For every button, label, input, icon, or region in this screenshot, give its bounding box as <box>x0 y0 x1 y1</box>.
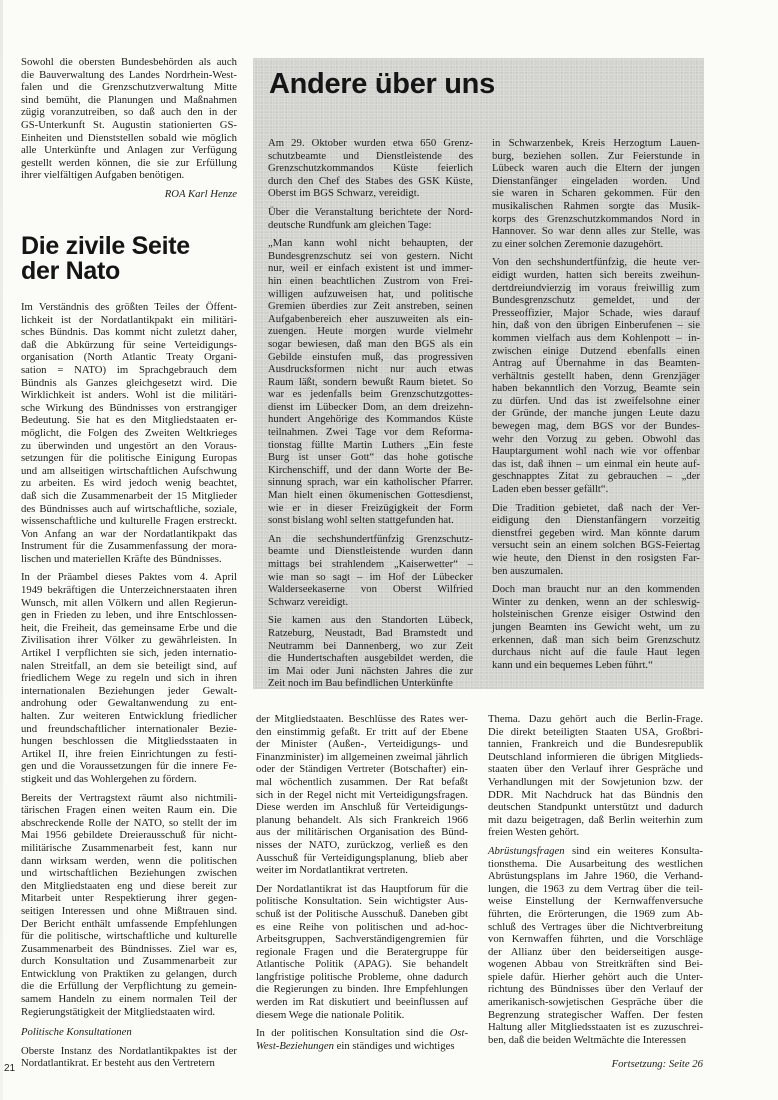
text-segment: In der politischen Konsultation sind die <box>256 1027 450 1040</box>
text-line: richtung des Bündnisses über den Verlauf der <box>488 983 703 996</box>
text-line: politische Konsultation. Sein wichtigster Aus- <box>256 895 468 908</box>
text-line: von Kernwaffen führten, und die Vorschläge <box>488 933 703 946</box>
emphasis-text: Ost- <box>449 1027 468 1040</box>
text-line: Diese werden im Anschluß für Verteidigungs- <box>256 801 468 814</box>
text-line: langfristige politische Probleme, ohne dadurch <box>256 970 468 983</box>
text-line: der Mitgliedstaaten. Beschlüsse des Rates wer- <box>256 713 468 725</box>
text-line: dann wirksam werden, wenn die politischen <box>21 854 237 867</box>
text-line: sche Wirkung des Bündnisses von erstrangiger <box>21 401 237 414</box>
section-subheading: Politische Konsultationen <box>21 1026 132 1039</box>
text-line: bewegen mag, dem BGS vor der Bundes- <box>492 420 700 433</box>
text-line: Bundesgrenzschutz gemeldet, und der <box>492 294 700 307</box>
text-line: zügig voranzutreiben, so daß auch den in der <box>21 106 237 119</box>
text-line: deutsche Rundfunk am gleichen Tage: <box>268 218 432 231</box>
text-line: mit dazu beigetragen, daß Berlin weiterhin zum <box>488 813 703 826</box>
text-line: Presseoffizier, Major Schade, wies darauf <box>492 306 700 319</box>
text-line: sinnung sprach, war ein katholischer Pfarrer. <box>268 476 473 489</box>
paragraph <box>492 583 700 671</box>
text-line: alle Unterkünfte und Anlagen zur Verfügung <box>21 144 237 157</box>
paragraph <box>21 1045 237 1070</box>
text-line: Thema. Dazu gehört auch die Berlin-Frage. <box>488 713 703 725</box>
left-column-intro <box>21 56 237 201</box>
paragraph <box>492 502 700 578</box>
paragraph <box>268 137 473 200</box>
text-line: haben bekanntlich den Vorzug, Beamte sein <box>492 382 700 395</box>
text-line: im Mai oder Juni nächsten Jahres die zur <box>268 664 473 677</box>
text-line: Über die Veranstaltung berichtete der Nord- <box>268 205 473 218</box>
text-line: spiele dafür. Hierher gehört auch die Unter- <box>488 970 703 983</box>
text-line: Burg ist unser Gott“ das hohe gotische <box>268 451 473 464</box>
text-line: Wirklichkeit ist anders. Wohl ist die militäri- <box>21 389 237 402</box>
page-number: 21 <box>4 1063 16 1074</box>
text-line: erkennen, daß man sich beim Grenzschutz <box>492 633 700 646</box>
text-line: kann und ein bequemes Leben führt.“ <box>492 658 653 671</box>
text-line: Deutschland informieren die übrigen Mitglieds- <box>488 750 703 763</box>
right-column-lower <box>488 713 703 1071</box>
text-line: Doch man braucht nur an den kommenden <box>492 583 700 596</box>
text-line: Bereits der Vertragstext räumt also nichtmili- <box>21 791 237 804</box>
text-line: des Bündnisses auch auf wirtschaftliche, soziale, <box>21 502 237 515</box>
text-line: geschnapptes Zitat zu gebrauchen – „der <box>492 470 700 483</box>
text-line: oder der Ständigen Vertreter (Botschafter) ein- <box>256 763 468 776</box>
text-line: nur, weil er einfach existent ist und immer- <box>268 262 473 275</box>
text-line: tionstag füllte Martin Luthers „Ein feste <box>268 438 473 451</box>
text-line: die Bauverwaltung des Landes Nordrhein-West- <box>21 68 237 81</box>
text-line: tärischen Fragen einen weiten Raum ein. Die <box>21 804 237 817</box>
text-line: der Minister (Außen-, Verteidigungs- und <box>256 738 468 751</box>
text-line: ben auszumalen. <box>492 564 564 577</box>
text-line: Dienstanfänger eingeladen worden. Und <box>492 174 700 187</box>
text-line: Neutramm bei Dannenberg, wo zur Zeit <box>268 639 473 652</box>
paragraph <box>21 571 237 785</box>
text-line: DDR. Mit Nachdruck hat das Bündnis den <box>488 788 703 801</box>
box-column-2 <box>492 137 700 677</box>
text-line: mal wöchentlich zusammen. Der Rat befaßt <box>256 775 468 788</box>
paragraph <box>21 56 237 182</box>
text-line: sie waren in Scharen gekommen. Für den <box>492 187 700 200</box>
text-line: wie er in dieser Freizügigkeit der Form <box>268 501 473 514</box>
text-line: wie man so sagt – im Hof der Lübecker <box>268 570 473 583</box>
text-line: sonst bislang wohl selten stattgefunden hat. <box>268 514 454 527</box>
paragraph <box>21 792 237 1019</box>
text-line: aus der militärischen Organisation des Bünd- <box>256 826 468 839</box>
text-line: musikalischen Rahmen sorgte das Musik- <box>492 199 700 212</box>
text-line: Sie kamen aus den Standorten Lübeck, <box>268 614 473 627</box>
text-line: Regierungstätigkeit der Mitgliedstaaten wird. <box>21 1005 216 1018</box>
text-line: Ratzeburg, Neustadt, Bad Bramstedt und <box>268 626 473 639</box>
text-line: Artikel I verpflichten sie sich, jeden internatio- <box>21 647 237 660</box>
text-line: ben, daß die beiden Weltmächte die Interessen <box>488 1033 687 1046</box>
text-line: Mitarbeit unter Respektierung ihrer gegen- <box>21 892 237 905</box>
text-line: dienstfrei gegeben wird. Man könnte darum <box>492 526 700 539</box>
text-line: das ist, daß ihnen – um einmal ein heute auf- <box>492 457 700 470</box>
text-line: die die Erfüllung der Verpflichtung zu gemein- <box>21 980 237 993</box>
box-column-1 <box>268 137 473 696</box>
box-title: Andere über uns <box>269 68 495 100</box>
text-line: „Man kann wohl nicht behaupten, der <box>268 237 473 250</box>
text-line: tionsthema. Die Ausarbeitung des westlichen <box>488 857 703 870</box>
text-line: für die politische, wirtschaftliche und kulturelle <box>21 930 237 943</box>
text-line: dertdreiundvierzig im voraus freiwillig zum <box>492 281 700 294</box>
text-line: falen und die Grenzschutzverwaltung Mitte <box>21 81 237 94</box>
text-line: zuengen. Heute morgen wurde vielmehr <box>268 325 473 338</box>
text-line: androhung oder Gewaltanwendung zu ent- <box>21 697 237 710</box>
text-line: der Gründe, der manche jungen Leute dazu <box>492 407 700 420</box>
paragraph <box>268 206 473 231</box>
text-line: Atlantische Politik (APAG). Sie behandelt <box>256 958 468 971</box>
text-line: dienst im Lübecker Dom, an dem dreizehn- <box>268 400 473 413</box>
text-line: Walderseekaserne von Oberst Wilfried <box>268 583 473 596</box>
text-line: weise Einstellung der Kernwaffenversuche <box>488 895 703 908</box>
text-line: Haltung aller Mitgliedsstaaten ist es zuzuschrei- <box>488 1021 703 1034</box>
text-line: Gremien überdies zur Zeit anstreben, seinen <box>268 300 473 313</box>
text-line: Von den sechshundertfünfzig, die heute ver- <box>492 256 700 269</box>
text-line: deutschen Standpunkt unterstützt und dadurch <box>488 801 703 814</box>
text-line: sich in der Regel nicht mit Verteidigungsfragen. <box>256 788 468 801</box>
paragraph <box>21 301 237 565</box>
text-line: zu überwinden und ungestört an den Voraus- <box>21 439 237 452</box>
text-line: Der Nordatlantikrat ist das Hauptforum für die <box>256 882 468 895</box>
text-line: seitigen Interessen und ohne Mißtrauen sind. <box>21 904 237 917</box>
text-line: Hannover. So war denn alles zur Stelle, was <box>492 225 700 238</box>
text-line: Wunsch, mit allen Völkern und allen Regierun- <box>21 596 237 609</box>
text-line: schuß ist der Politische Ausschuß. Daneben gibt <box>256 907 468 920</box>
text-line: wie heute, den Dienst in den rosigsten Far- <box>492 552 700 564</box>
text-line: daß sich die Zusammenarbeit der 15 Mitglieder <box>21 489 237 502</box>
text-line: Bündnis als Ganzes gleichgesetzt wird. Die <box>21 376 237 389</box>
text-line: Artikel II, ihre freien Einrichtungen zu festi- <box>21 747 237 760</box>
paragraph <box>256 883 468 1022</box>
text-line: planung behandelt. Als sich Frankreich 1966 <box>256 813 468 826</box>
left-column-body <box>21 301 237 1076</box>
text-line: mittags bei strahlendem „Kaiserwetter“ – <box>268 558 473 570</box>
text-line: Kirchenschiff, und der dann Worte der Be- <box>268 463 473 476</box>
text-line: ihrer vielfältigen Aufgaben benötigen. <box>21 169 185 182</box>
text-line: An die sechshundertfünfzig Grenzschutz- <box>268 532 473 545</box>
right-column-text <box>488 713 703 1046</box>
article-body-continued <box>21 1045 237 1070</box>
text-line: Zivilisation ihrer Völker zu gewährleisten. In <box>21 634 237 647</box>
text-line: eidigt wurden, hatten sich bereits zweihun- <box>492 268 700 281</box>
text-line: versucht sein an einem solchen BGS-Feiertag <box>492 539 700 552</box>
text-line: staaten über den Verlauf ihrer Gespräche und <box>488 763 703 776</box>
sidebar-box-andere-ueber-uns <box>253 58 704 689</box>
text-line: GS-Unterkunft St. Augustin stationierten GS- <box>21 118 237 131</box>
text-line: militärische Zusammenarbeit fest, kann nur <box>21 841 237 854</box>
text-line: in Schwarzenbek, Kreis Herzogtum Lauen- <box>492 137 700 149</box>
emphasis-text: Abrüstungsfragen <box>488 844 565 857</box>
text-line: möglicht, die Folgen des Zweiten Weltkrieges <box>21 426 237 439</box>
text-line: nalen Streitfall, an dem sie beteiligt sind, auf <box>21 659 237 672</box>
text-line: Zusammenarbeit des Bündnisses. Ziel war es, <box>21 942 237 955</box>
text-line: Grenzschutzkommandos Küste feierlich <box>268 162 473 175</box>
paragraph <box>256 1027 468 1052</box>
text-line: Im Verständnis des größten Teiles der Öffent- <box>21 301 237 313</box>
text-line: teilnahmen. Zwei Tage vor dem Reforma- <box>268 426 473 439</box>
text-line: organisation (North Atlantic Treaty Organi- <box>21 351 237 364</box>
text-line: Mai 1956 gebildete Dreierausschuß für nicht- <box>21 829 237 842</box>
text-line: hundert Angehörige des Kommandos Küste <box>268 413 473 426</box>
box-column-2-text <box>492 137 700 671</box>
text-line: Einheiten und Dienststellen sobald wie möglich <box>21 131 237 144</box>
text-line: Bedeutung. Sie hat es den Mitgliedstaaten er- <box>21 414 237 427</box>
text-line: diesem Wege die nationale Politik. <box>256 1008 405 1021</box>
text-line: die Hundertschaften ausgebildet werden, die <box>268 652 473 665</box>
text-line: schutzbeamte und Dienstleistende des <box>268 149 473 162</box>
text-line: Begrenzung strategischer Waffen. Der festen <box>488 1008 703 1021</box>
text-line: freien Westen gehört. <box>488 826 580 839</box>
box-column-1-text <box>268 137 473 690</box>
text-line: schluß des Vertrages über die Nichtverbreitung <box>488 920 703 933</box>
text-line: Finanzminister) im allgemeinen zweimal jährlich <box>256 750 468 763</box>
text-line: Man hielt einen ökumenischen Gottesdienst, <box>268 489 473 502</box>
paragraph <box>492 137 700 250</box>
text-line: Instrument für die Zusammenfassung der mora- <box>21 540 237 553</box>
text-line: zu arbeiten. Es wird jedoch wenig beachtet, <box>21 477 237 490</box>
text-line <box>256 1027 468 1040</box>
text-line: weiter im Nordatlantikrat vertreten. <box>256 864 408 877</box>
text-line: Ausdrucksformen nicht nur auch etwas <box>268 363 473 376</box>
text-segment: ein ständiges und wichtiges <box>333 1039 455 1052</box>
text-line: und wirtschaftlichen Beziehungen zwischen <box>21 867 237 880</box>
text-line: wissenschaftliche und kulturelle Fragen erstreckt. <box>21 515 237 528</box>
text-line: hin, daß von den übrigen Einberufenen – sie <box>492 319 700 332</box>
text-line: Laden eben besser gefällt“. <box>492 483 609 496</box>
author-signature: ROA Karl Henze <box>164 187 237 200</box>
text-line: verhältnis gestellt haben, denn Grenzjäger <box>492 369 700 382</box>
text-line: 1949 bekräftigen die Unterzeichnerstaaten ihren <box>21 584 237 597</box>
text-line: regionale Fragen und die Beratergruppe für <box>256 945 468 958</box>
text-line: tannien, Frankreich und die Bundesrepublik <box>488 738 703 751</box>
text-line: Bundesgrenzschutz sei von gestern. Nicht <box>268 249 473 262</box>
text-line: Schwarz vereidigt. <box>268 595 349 608</box>
text-line: den einstimmig gefaßt. Er tritt auf der Ebene <box>256 725 468 738</box>
text-line: Von Anfang an war der Nordatlantikpakt das <box>21 527 237 540</box>
text-line: lichkeit ist der Nordatlantikpakt ein militäri- <box>21 313 237 326</box>
text-line: Antrag auf Übernahme in das Beamten- <box>492 357 700 370</box>
text-line: werden im Rat diskutiert und beeinflussen auf <box>256 996 468 1009</box>
text-line: Oberst im BGS Schwarz, vereidigt. <box>268 187 420 200</box>
paragraph <box>488 845 703 1047</box>
paragraph <box>256 713 468 877</box>
text-line: Ausschuß für Verteidigungsplanung, blieb aber <box>256 851 468 864</box>
text-line: lischen und materiellen Kräfte des Bündnisses. <box>21 552 222 565</box>
article-title-line: Die zivile Seite <box>21 232 190 260</box>
text-line: die Regierungen zu binden. Ihre Empfehlungen <box>256 983 468 996</box>
text-line: abschreckende Rolle der NATO, so stellt der im <box>21 816 237 829</box>
text-line: halten. Zur weiteren Entwicklung friedlicher <box>21 710 237 722</box>
continuation-note: Fortsetzung: Seite 26 <box>611 1058 703 1071</box>
text-line: holsteinischen Grenze eisiger Ostwind den <box>492 608 700 621</box>
middle-column-lower <box>256 713 468 1058</box>
article-title <box>21 234 190 284</box>
text-line: sches Bündnis. Das kommt nicht zuletzt daher, <box>21 326 237 339</box>
text-line: sogar bewiesen, daß man den BGS als ein <box>268 337 473 350</box>
text-line: durch den Chef des Stabes des GSK Küste, <box>268 174 473 187</box>
text-line: amerikanisch-sowjetischen Gespräche über die <box>488 996 703 1009</box>
paragraph <box>268 237 473 527</box>
text-line: Gebilde einstufen muß, das progressiven <box>268 350 473 363</box>
text-line: Nordatlantikrat. Er besteht aus den Vertretern <box>21 1057 215 1070</box>
text-line: internationalen Beziehungen jeder Gewalt- <box>21 684 237 697</box>
text-line: der Allianz über den beiderseitigen ausge- <box>488 945 703 958</box>
text-line: zwischen einige Dutzend ebenfalls einen <box>492 344 700 357</box>
text-line: war es jedenfalls beim Grenzschutzgottes- <box>268 388 473 401</box>
text-line: willigen aufzuweisen hat, und politische <box>268 287 473 300</box>
text-line: führten, die Erörterungen, die 1969 zum Ab- <box>488 907 703 920</box>
text-line <box>488 845 703 858</box>
text-line: Winter zu denken, wenn an der schleswig- <box>492 595 700 608</box>
intro-text <box>21 56 237 182</box>
text-line: gen und die Voraussetzungen für die innere Fe- <box>21 760 237 773</box>
text-line: eidigung den Dienstanfängern vorzeitig <box>492 514 700 527</box>
text-line: Verhandlungen mit der Sowjetunion bzw. der <box>488 775 703 788</box>
text-line: zu einer solchen Zeremonie dazugehört. <box>492 237 664 250</box>
paragraph <box>268 614 473 690</box>
text-line: beamte und Dienstleistende wurden dann <box>268 545 473 558</box>
text-line: und freundschaftlicher internationaler Bezie- <box>21 722 237 735</box>
text-line: Die direkt beteiligten Staaten USA, Großbri- <box>488 725 703 738</box>
text-line: gestellt werden können, die sie zur Erfüllung <box>21 156 237 169</box>
text-line: Oberste Instanz des Nordatlantikpaktes ist der <box>21 1044 237 1057</box>
article-body <box>21 301 237 1018</box>
text-segment: sind ein weiteres Konsulta- <box>564 844 703 857</box>
text-line: kommen vielfach aus dem Kohlenpott – in- <box>492 331 700 344</box>
text-line: zu dürfen. Und das ist zweifelsohne einer <box>492 394 700 407</box>
paragraph <box>492 256 700 495</box>
paragraph <box>268 533 473 609</box>
text-line: In der Präambel dieses Paktes vom 4. April <box>21 571 237 584</box>
article-title-line: der Nato <box>21 257 121 285</box>
text-line: sind bemüht, die Planungen und Maßnahmen <box>21 93 237 106</box>
text-line: Raum läßt, sondern bewußt Raum bietet. So <box>268 375 473 388</box>
text-line: samem Handeln zu einem normalen Teil der <box>21 993 237 1006</box>
text-line: jungen Beamten ins Gewicht weht, um zu <box>492 620 700 633</box>
paragraph <box>488 713 703 839</box>
text-line: heit, die Freiheit, das gemeinsame Erbe und die <box>21 621 237 634</box>
text-line: Sowohl die obersten Bundesbehörden als auch <box>21 56 237 68</box>
text-line: burg, beziehen sollen. Zur Feierstunde in <box>492 149 700 162</box>
text-line: friedlichem Wege zu regeln und sich in ihren <box>21 672 237 685</box>
middle-column-text <box>256 713 468 1052</box>
text-line: Entwicklung von Praktiken zu gelangen, durch <box>21 967 237 980</box>
text-line: Aufgabenbereich eher auszuweiten als ein- <box>268 312 473 325</box>
text-line: Abrüstungsplans im Jahre 1960, die Verhand- <box>488 870 703 883</box>
text-line: lungen, die 1963 zu dem Vertrag über die teil- <box>488 882 703 895</box>
text-line: hungen beschlossen die Mitgliedsstaaten in <box>21 735 237 748</box>
text-line: durchaus nicht auf die faule Haut legen <box>492 646 700 659</box>
text-line: Zeit noch im Bau befindlichen Unterkünfte <box>268 677 453 690</box>
text-line: es eine Reihe von politischen und ad-hoc- <box>256 920 468 933</box>
text-line: durch Konsultation und Zusammenarbeit zur <box>21 955 237 968</box>
text-line: hin einen beachtlichen Zustrom von Frei- <box>268 274 473 287</box>
text-line: Hauptargument wohl nach wie vor offenbar <box>492 445 700 458</box>
text-line: setzungen für die politische Einigung Europas <box>21 452 237 465</box>
text-line: wogenen Abbau von Streitkräften sind Bei- <box>488 958 703 971</box>
text-line: Lübeck waren auch die Eltern der jungen <box>492 162 700 175</box>
text-line: sation = NATO) im Sprachgebrauch dem <box>21 363 237 376</box>
text-line: gen in Frieden zu leben, und ihre Entschlossen- <box>21 609 237 622</box>
scan-edge <box>0 0 3 1100</box>
text-line: Arbeitsgruppen, Sachverständigengremien für <box>256 933 468 946</box>
text-line <box>256 1040 468 1053</box>
text-line: Die Tradition gebietet, daß nach der Ver- <box>492 501 700 514</box>
text-line: den Mitgliedstaaten eng und diese bereit zur <box>21 879 237 892</box>
text-line: stigkeit und das Wohlergehen zu fördern. <box>21 772 197 785</box>
text-line: korps des Grenzschutzkommandos Nord in <box>492 212 700 225</box>
text-line: Der Bericht enthält umfassende Empfehlungen <box>21 917 237 930</box>
text-line: Am 29. Oktober wurden etwa 650 Grenz- <box>268 137 473 149</box>
text-line: daß die Abkürzung für seine Verteidigungs- <box>21 338 237 351</box>
text-line: nisses der NATO, zurückzog, verließ es den <box>256 838 468 851</box>
text-line: wehr den Vorzug zu geben. Obwohl das <box>492 432 700 445</box>
text-line: und am allseitigen wirtschaftlichen Aufschwung <box>21 464 237 477</box>
emphasis-text: West-Beziehungen <box>256 1039 334 1052</box>
